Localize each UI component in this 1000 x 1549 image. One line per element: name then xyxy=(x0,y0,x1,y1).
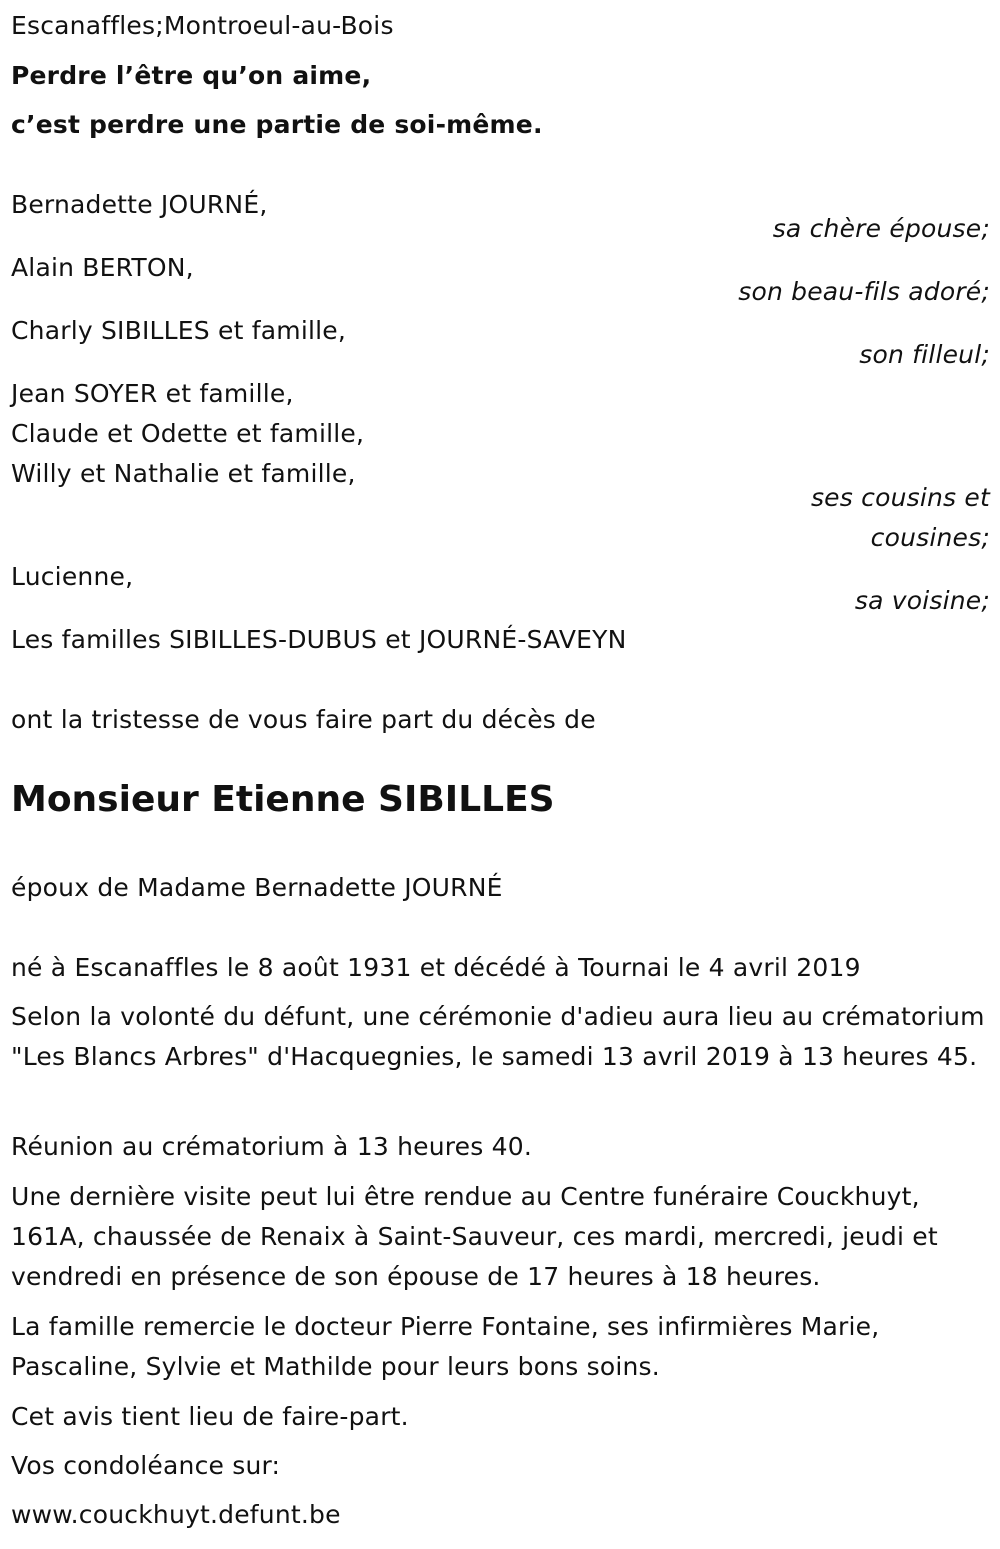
family-member-name: Willy et Nathalie et famille, xyxy=(11,459,356,488)
family-member-name: Lucienne, xyxy=(11,562,134,591)
family-member-relation: son beau-fils adoré; xyxy=(738,277,990,306)
deceased-name: Monsieur Etienne SIBILLES xyxy=(11,779,555,820)
ceremony-paragraph: Selon la volonté du défunt, une cérémonie d'adieu aura lieu au crématorium "Les Blancs Arbres" d'Hacquegnies, le samedi 13 avril 2019 à 13 heures 45. xyxy=(11,1002,985,1071)
location-line: Escanaffles;Montroeul-au-Bois xyxy=(11,11,394,40)
condolences-url: www.couckhuyt.defunt.be xyxy=(11,1500,341,1529)
family-member-relation: son filleul; xyxy=(859,340,990,369)
spouse-line: époux de Madame Bernadette JOURNÉ xyxy=(11,873,503,902)
family-member-relation: cousines; xyxy=(870,523,990,552)
quote-line-2: c’est perdre une partie de soi-même. xyxy=(11,110,543,139)
family-member-relation: sa voisine; xyxy=(854,586,990,615)
announcement-text: ont la tristesse de vous faire part du décès de xyxy=(11,705,596,734)
family-member-name: Bernadette JOURNÉ, xyxy=(11,190,268,219)
family-member-name: Alain BERTON, xyxy=(11,253,194,282)
family-member-relation: ses cousins et xyxy=(810,483,990,512)
visit-paragraph: Une dernière visite peut lui être rendue au Centre funéraire Couckhuyt, 161A, chaussée de Renaix à Saint-Sauveur, ces mardi, mercredi, jeudi et vendredi en présence de son épouse de 17 heures à 18 heures. xyxy=(11,1182,938,1291)
meeting-paragraph: Réunion au crématorium à 13 heures 40. xyxy=(11,1132,532,1161)
notice-paragraph: Cet avis tient lieu de faire-part. xyxy=(11,1402,409,1431)
birth-death-line: né à Escanaffles le 8 août 1931 et décédé à Tournai le 4 avril 2019 xyxy=(11,953,861,982)
condolences-paragraph: Vos condoléance sur: xyxy=(11,1451,281,1480)
family-member-name: Claude et Odette et famille, xyxy=(11,419,365,448)
family-member-name: Les familles SIBILLES-DUBUS et JOURNÉ-SAVEYN xyxy=(11,625,627,654)
thanks-paragraph: La famille remercie le docteur Pierre Fontaine, ses infirmières Marie, Pascaline, Sylvie et Mathilde pour leurs bons soins. xyxy=(11,1312,880,1381)
family-member-relation: sa chère épouse; xyxy=(772,214,990,243)
quote-line-1: Perdre l’être qu’on aime, xyxy=(11,61,372,90)
family-member-name: Charly SIBILLES et famille, xyxy=(11,316,346,345)
family-member-name: Jean SOYER et famille, xyxy=(11,379,294,408)
